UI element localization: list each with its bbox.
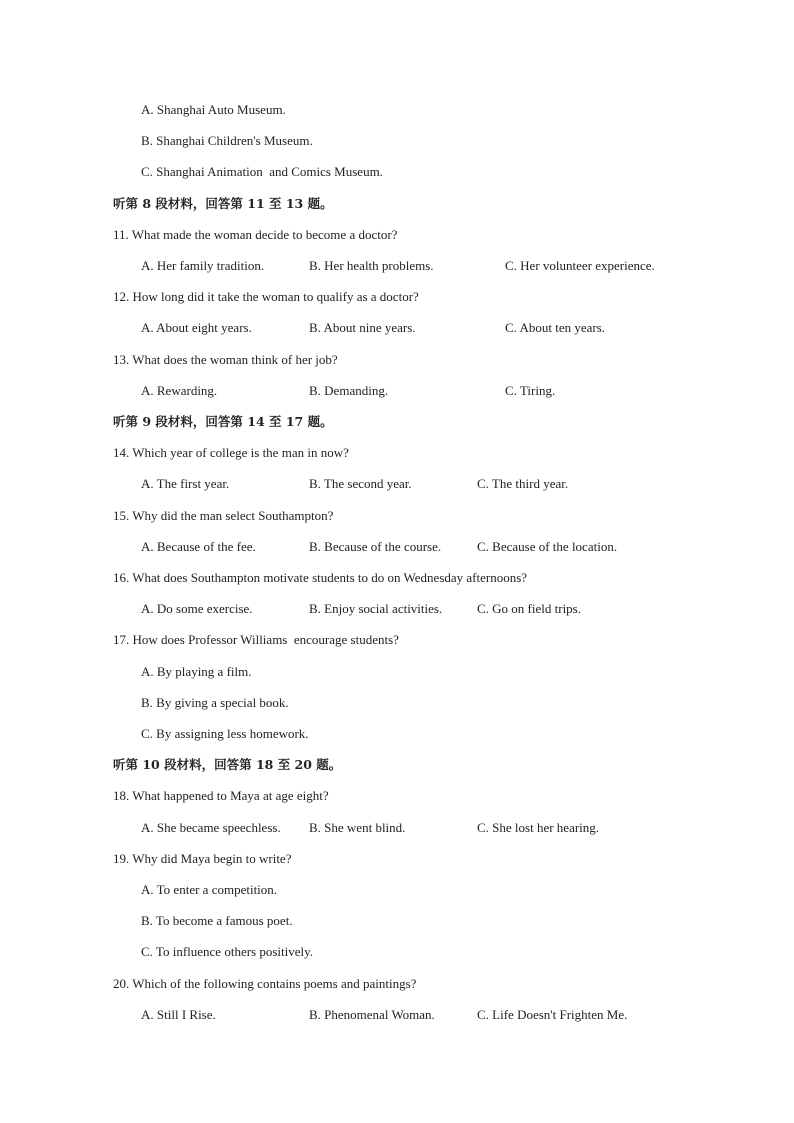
q17-option-c: C. By assigning less homework. [141,726,309,741]
q15-option-b: B. Because of the course. [309,539,442,554]
section-heading-9: 听第 9 段材料，回答第 14 至 17 题。 [113,414,333,429]
q17-option-b: B. By giving a special book. [141,695,289,710]
q16-option-b: B. Enjoy social activities. [309,601,443,616]
q10-option-c: C. Shanghai Animation and Comics Museum. [141,164,383,179]
q11-option-a: A. Her family tradition. [141,258,265,273]
q19-option-c: C. To influence others positively. [141,944,314,959]
q20-option-c: C. Life Doesn't Frighten Me. [477,1007,628,1022]
q13-option-b: B. Demanding. [309,383,389,398]
q12-option-b: B. About nine years. [309,320,416,335]
q14-option-c: C. The third year. [477,476,569,491]
q15-option-a: A. Because of the fee. [141,539,256,554]
q11-option-b: B. Her health problems. [309,258,434,273]
question-17: 17. How does Professor Williams encourage students? [113,632,399,647]
q19-option-a: A. To enter a competition. [141,882,278,897]
q16-option-c: C. Go on field trips. [477,601,581,616]
q12-option-a: A. About eight years. [141,320,252,335]
question-20: 20. Which of the following contains poems and paintings? [113,976,417,991]
question-11: 11. What made the woman decide to become a doctor? [113,227,398,242]
question-15: 15. Why did the man select Southampton? [113,508,334,523]
q14-option-b: B. The second year. [309,476,412,491]
q16-option-a: A. Do some exercise. [141,601,253,616]
q14-option-a: A. The first year. [141,476,230,491]
q20-option-a: A. Still I Rise. [141,1007,216,1022]
question-18: 18. What happened to Maya at age eight? [113,788,329,803]
q15-option-c: C. Because of the location. [477,539,618,554]
q13-option-a: A. Rewarding. [141,383,218,398]
q10-option-b: B. Shanghai Children's Museum. [141,133,313,148]
q17-option-a: A. By playing a film. [141,664,252,679]
section-heading-10: 听第 10 段材料，回答第 18 至 20 题。 [113,757,342,772]
question-13: 13. What does the woman think of her job? [113,352,338,367]
question-12: 12. How long did it take the woman to qualify as a doctor? [113,289,419,304]
q18-option-a: A. She became speechless. [141,820,281,835]
q10-option-a: A. Shanghai Auto Museum. [141,102,286,117]
question-16: 16. What does Southampton motivate students to do on Wednesday afternoons? [113,570,528,585]
q19-option-b: B. To become a famous poet. [141,913,293,928]
question-19: 19. Why did Maya begin to write? [113,851,292,866]
question-14: 14. Which year of college is the man in now? [113,445,349,460]
q11-option-c: C. Her volunteer experience. [505,258,655,273]
q18-option-c: C. She lost her hearing. [477,820,600,835]
q18-option-b: B. She went blind. [309,820,406,835]
q13-option-c: C. Tiring. [505,383,556,398]
q12-option-c: C. About ten years. [505,320,606,335]
q20-option-b: B. Phenomenal Woman. [309,1007,435,1022]
section-heading-8: 听第 8 段材料，回答第 11 至 13 题。 [113,196,333,211]
